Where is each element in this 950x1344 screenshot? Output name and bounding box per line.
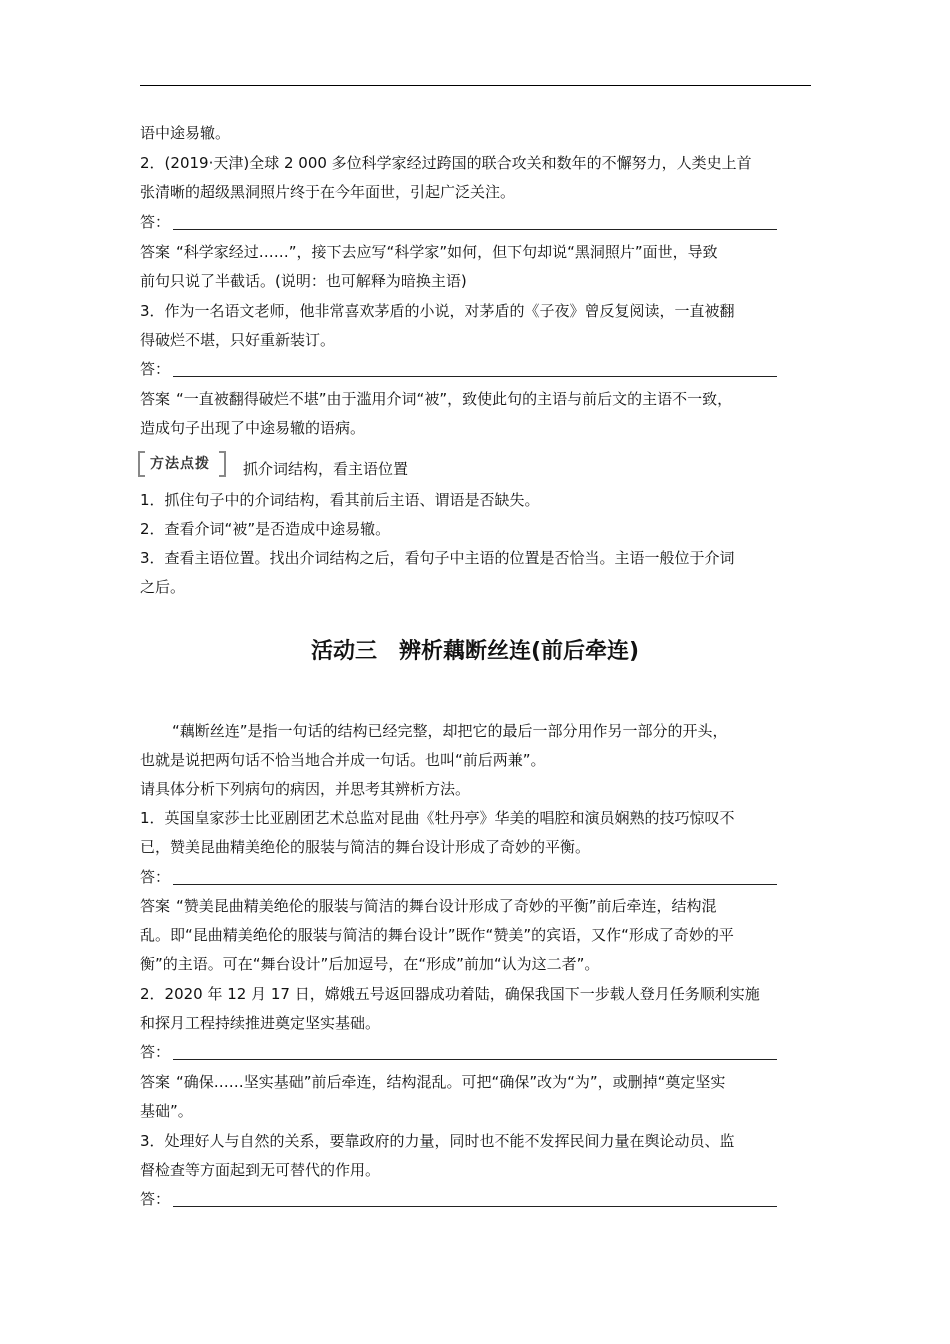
answer-line-3: 衡”的主语。可在“舞台设计”后加逗号，在“形成”前加“认为这二者”。 [140,955,600,973]
question-2-line-2: 张清晰的超级黑洞照片终于在今年面世，引起广泛关注。 [140,183,516,201]
question-1-line-1: 1．英国皇家莎士比亚剧团艺术总监对昆曲《牡丹亭》华美的唱腔和演员娴熟的技巧惊叹不 [140,809,735,827]
answer-prompt: 答： [140,1043,171,1061]
method-point-cont: 之后。 [140,578,186,596]
answer-line-1 [140,389,732,409]
answer-text: “确保……坚实基础”前后牵连，结构混乱。可把“确保”改为“为”，或删掉“奠定坚实 [176,1073,726,1091]
method-point: 2．查看介词“被”是否造成中途易辙。 [140,520,391,538]
text-line: 语中途易辙。 [140,124,231,142]
answer-line-1 [140,896,717,916]
question-2-line-1: 2．(2019·天津)全球 2 000 多位科学家经过跨国的联合攻关和数年的不懈努力，人类史上首 [140,154,752,172]
definition-line-1: “藕断丝连”是指一句话的结构已经完整，却把它的最后一部分用作另一部分的开头， [172,722,728,740]
question-3-line-1: 3．处理好人与自然的关系，要靠政府的力量，同时也不能不发挥民间力量在舆论动员、监 [140,1132,735,1150]
definition-line-2: 也就是说把两句话不恰当地合并成一句话。也叫“前后两兼”。 [140,751,546,769]
question-2-line-2: 和探月工程持续推进奠定坚实基础。 [140,1014,381,1032]
method-tip-title: 抓介词结构，看主语位置 [243,460,409,478]
header-rule [140,85,811,86]
question-1-line-2: 已，赞美昆曲精美绝伦的服装与简洁的舞台设计形成了奇妙的平衡。 [140,838,591,856]
answer-prompt: 答： [140,868,171,886]
answer-label: 答案 [140,243,171,261]
answer-line-2: 基础”。 [140,1102,193,1120]
question-3-line-1: 3．作为一名语文老师，他非常喜欢茅盾的小说，对茅盾的《子夜》曾反复阅读，一直被翻 [140,302,735,320]
answer-blank-line[interactable] [173,1059,777,1060]
answer-line-1 [140,242,718,262]
question-3-line-2: 督检查等方面起到无可替代的作用。 [140,1161,381,1179]
bracket-left [138,451,145,477]
question-2-line-1: 2．2020 年 12 月 17 日，嫦娥五号返回器成功着陆，确保我国下一步载人登月任务顺利实施 [140,985,760,1003]
bracket-right [219,451,226,477]
answer-prompt: 答： [140,1190,171,1208]
method-point: 1．抓住句子中的介词结构，看其前后主语、谓语是否缺失。 [140,491,540,509]
answer-text: “科学家经过……”，接下去应写“科学家”如何，但下句却说“黑洞照片”面世，导致 [176,243,718,261]
method-point: 3．查看主语位置。找出介词结构之后，看句子中主语的位置是否恰当。主语一般位于介词 [140,549,735,567]
answer-line-2: 前句只说了半截话。(说明：也可解释为暗换主语) [140,272,467,290]
answer-line-2: 乱。即“昆曲精美绝伦的服装与简洁的舞台设计”既作“赞美”的宾语，又作“形成了奇妙的平 [140,926,734,944]
answer-label: 答案 [140,390,171,408]
answer-blank-line[interactable] [173,1206,777,1207]
badge-label: 方法点拨 [150,456,210,472]
answer-label: 答案 [140,897,171,915]
answer-prompt: 答： [140,360,171,378]
question-3-line-2: 得破烂不堪，只好重新装订。 [140,331,336,349]
answer-blank-line[interactable] [173,229,777,230]
answer-prompt: 答： [140,213,171,231]
instruction: 请具体分析下列病句的病因，并思考其辨析方法。 [140,780,471,798]
answer-blank-line[interactable] [173,884,777,885]
section-heading: 活动三 辨析藕断丝连(前后牵连) [310,639,640,664]
answer-text: “一直被翻得破烂不堪”由于滥用介词“被”，致使此句的主语与前后文的主语不一致， [176,390,733,408]
answer-label: 答案 [140,1073,171,1091]
answer-line-1 [140,1072,725,1092]
method-tip-badge [138,450,226,476]
answer-text: “赞美昆曲精美绝伦的服装与简洁的舞台设计形成了奇妙的平衡”前后牵连，结构混 [176,897,717,915]
answer-line-2: 造成句子出现了中途易辙的语病。 [140,419,366,437]
answer-blank-line[interactable] [173,376,777,377]
